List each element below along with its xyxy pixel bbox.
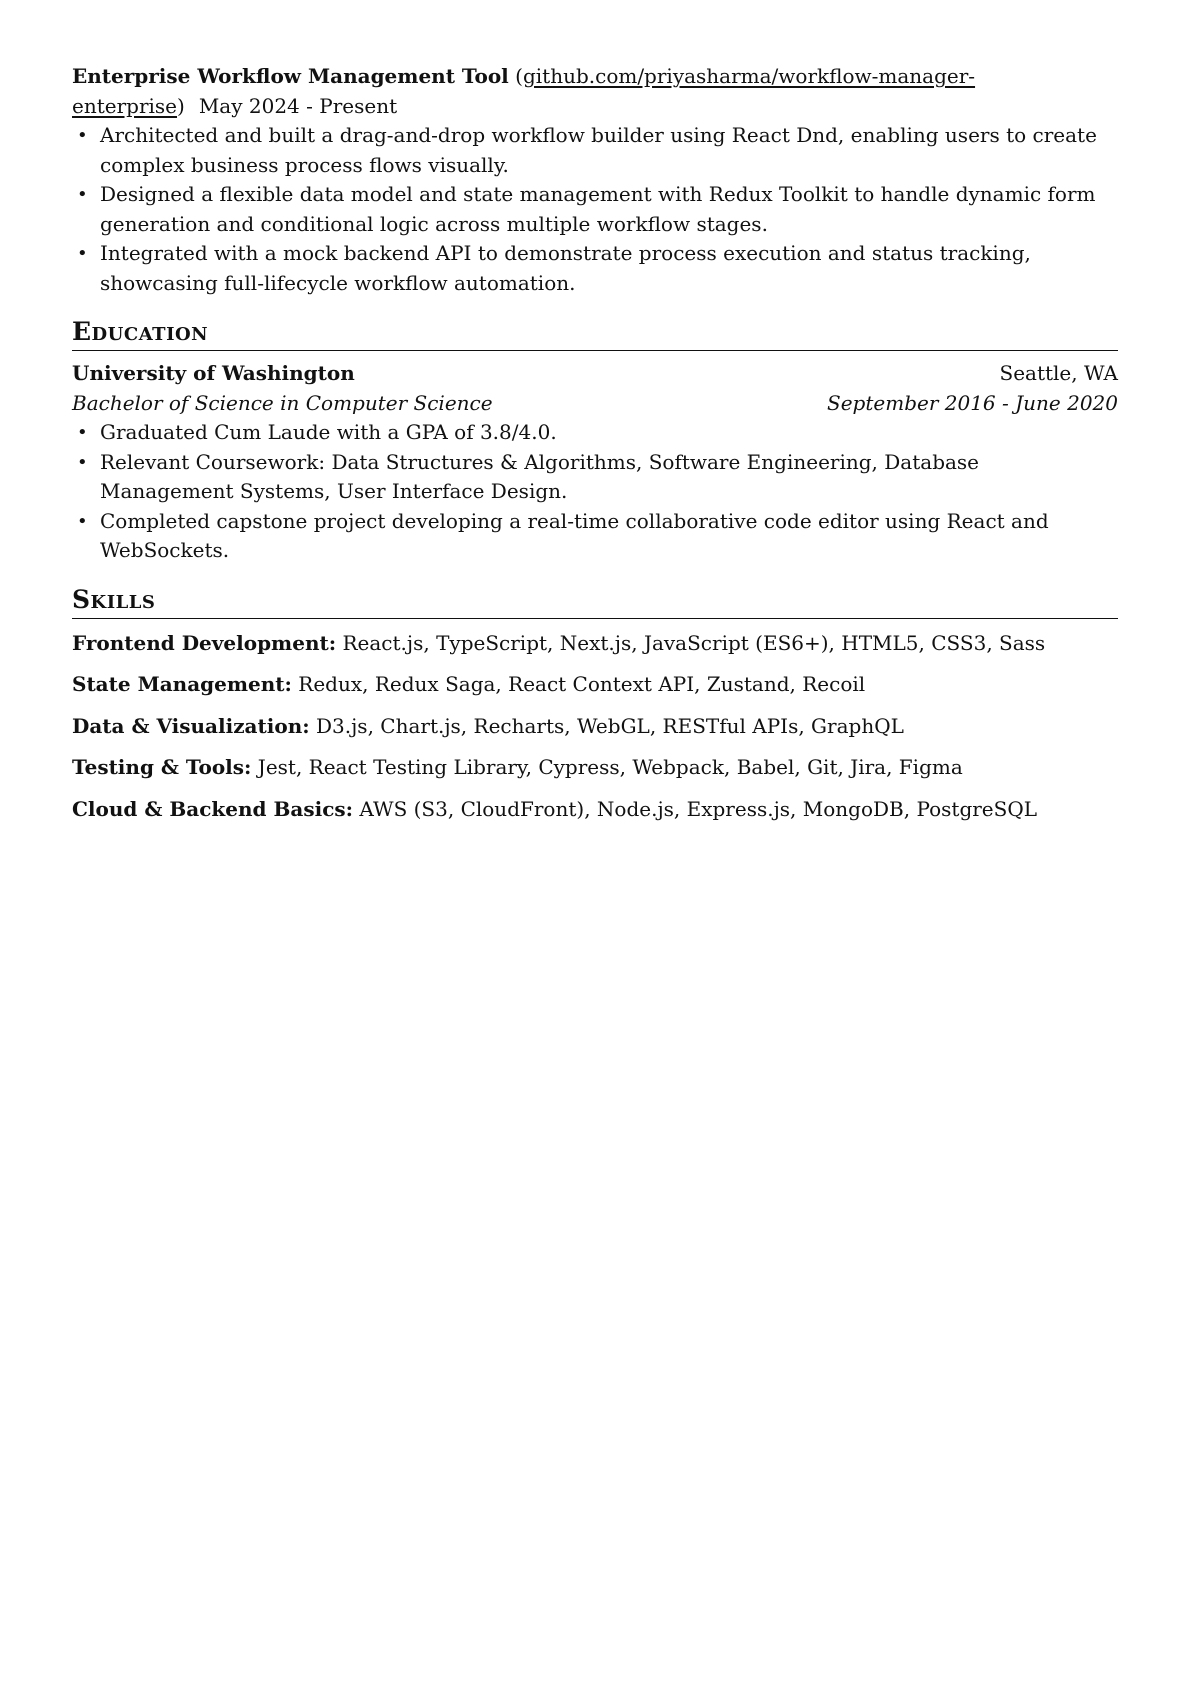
skill-value: Redux, Redux Saga, React Context API, Zustand, Recoil — [298, 672, 866, 696]
project-bullet: • Architected and built a drag-and-drop workflow builder using React Dnd, enabling users to create complex business process flows visually. — [72, 121, 1118, 180]
skill-row — [72, 712, 1118, 742]
education-bullet: • Completed capstone project developing a real-time collaborative code editor using React and WebSockets. — [72, 507, 1118, 566]
skill-label: Cloud & Backend Basics: — [72, 796, 354, 821]
degree-dates: September 2016 - June 2020 — [827, 390, 1118, 415]
skill-row — [72, 629, 1118, 659]
project-bullet: • Integrated with a mock backend API to demonstrate process execution and status tracking, showcasing full-lifecycle workflow automation. — [72, 239, 1118, 298]
project-link-close: ) — [177, 93, 185, 118]
project-bullet: • Designed a flexible data model and state management with Redux Toolkit to handle dynamic form generation and conditional logic across multiple workflow stages. — [72, 180, 1118, 239]
skill-label: State Management: — [72, 672, 292, 696]
skill-label: Testing & Tools: — [72, 755, 252, 779]
degree-name: Bachelor of Science in Computer Science — [72, 390, 493, 415]
skill-row — [72, 670, 1118, 700]
school-location: Seattle, WA — [999, 361, 1118, 385]
education-bullet-list — [72, 418, 1118, 566]
school-name: University of Washington — [72, 361, 355, 385]
education-bullet: • Relevant Coursework: Data Structures & Algorithms, Software Engineering, Database Management Systems, User Interface Design. — [72, 448, 1118, 507]
skill-label: Frontend Development: — [72, 630, 337, 655]
education-school-row — [72, 359, 1118, 389]
skill-value: D3.js, Chart.js, Recharts, WebGL, RESTful APIs, GraphQL — [315, 713, 904, 738]
resume-page — [72, 62, 1118, 836]
education-bullet: • Graduated Cum Laude with a GPA of 3.8/4.0. — [72, 418, 1118, 448]
skill-row — [72, 795, 1118, 825]
project-title: Enterprise Workflow Management Tool — [72, 64, 509, 88]
skill-label: Data & Visualization: — [72, 713, 310, 738]
project-date: May 2024 - Present — [198, 93, 398, 118]
project-header — [72, 62, 1118, 121]
skill-value: Jest, React Testing Library, Cypress, Webpack, Babel, Git, Jira, Figma — [257, 755, 963, 779]
project-entry — [72, 62, 1118, 298]
project-link-open: ( — [515, 64, 523, 88]
education-degree-row — [72, 389, 1118, 419]
project-bullet-list — [72, 121, 1118, 298]
education-heading: Education — [72, 316, 1118, 351]
skill-value: AWS (S3, CloudFront), Node.js, Express.js, MongoDB, PostgreSQL — [359, 796, 1038, 821]
education-entry — [72, 359, 1118, 566]
skill-value: React.js, TypeScript, Next.js, JavaScript (ES6+), HTML5, CSS3, Sass — [342, 630, 1046, 655]
skills-list — [72, 629, 1118, 825]
project-link[interactable]: github.com/priyasharma/workflow-manager-enterprise — [72, 64, 976, 118]
skills-heading: Skills — [72, 584, 1118, 619]
skill-row — [72, 753, 1118, 783]
